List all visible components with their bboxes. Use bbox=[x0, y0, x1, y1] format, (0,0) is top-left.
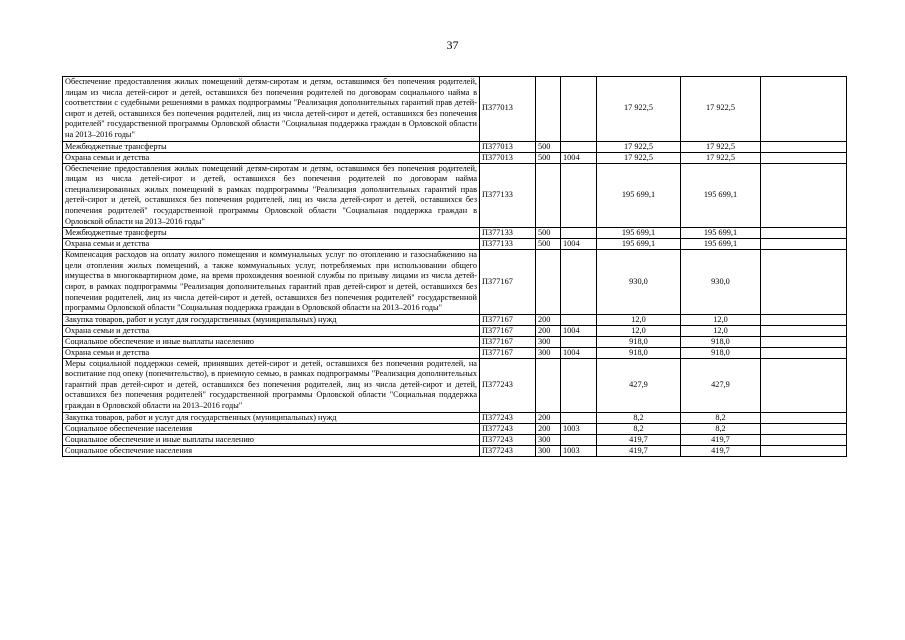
target-code-cell: П377243 bbox=[480, 423, 536, 434]
expense-type-cell: 200 bbox=[536, 314, 561, 325]
amount-cell: 918,0 bbox=[597, 336, 681, 347]
amount-program-cell: 8,2 bbox=[681, 412, 761, 423]
amount-cell: 8,2 bbox=[597, 412, 681, 423]
expense-type-cell: 200 bbox=[536, 412, 561, 423]
extra-cell bbox=[761, 250, 847, 315]
amount-cell: 195 699,1 bbox=[597, 239, 681, 250]
amount-program-cell: 419,7 bbox=[681, 434, 761, 445]
table-row bbox=[63, 434, 847, 445]
extra-cell bbox=[761, 412, 847, 423]
extra-cell bbox=[761, 336, 847, 347]
section-code-cell bbox=[561, 250, 597, 315]
amount-cell: 12,0 bbox=[597, 314, 681, 325]
amount-program-cell: 12,0 bbox=[681, 314, 761, 325]
amount-program-cell: 419,7 bbox=[681, 445, 761, 456]
amount-program-cell: 195 699,1 bbox=[681, 163, 761, 228]
row-name-cell: Межбюджетные трансферты bbox=[63, 228, 480, 239]
target-code-cell: П377013 bbox=[480, 141, 536, 152]
row-name-cell: Обеспечение предоставления жилых помещений детям-сиротам и детям, оставшимся без попечения родителей, лицам из числа детей-сирот и детей, оставшихся без попечения родителей по договорам найма специализированных жилых помещений в рамках подпрограммы "Реализация дополнительных гарантий прав детей-сирот и детей, оставшихся без попечения родителей, лиц из числа детей-сирот и детей, оставшихся без попечения родителей" государственной программы Орловской области "Социальная поддержка граждан в Орловской области на 2013–2016 годы" bbox=[63, 163, 480, 228]
table-row bbox=[63, 336, 847, 347]
amount-cell: 17 922,5 bbox=[597, 152, 681, 163]
section-code-cell: 1003 bbox=[561, 423, 597, 434]
target-code-cell: П377167 bbox=[480, 347, 536, 358]
amount-cell: 195 699,1 bbox=[597, 163, 681, 228]
expense-type-cell: 500 bbox=[536, 141, 561, 152]
section-code-cell: 1003 bbox=[561, 445, 597, 456]
row-name-cell: Социальное обеспечение и иные выплаты населению bbox=[63, 434, 480, 445]
table-row bbox=[63, 239, 847, 250]
amount-program-cell: 195 699,1 bbox=[681, 228, 761, 239]
section-code-cell: 1004 bbox=[561, 152, 597, 163]
row-name-cell: Охрана семьи и детства bbox=[63, 152, 480, 163]
amount-program-cell: 195 699,1 bbox=[681, 239, 761, 250]
table-row bbox=[63, 77, 847, 142]
section-code-cell bbox=[561, 358, 597, 412]
amount-cell: 918,0 bbox=[597, 347, 681, 358]
expense-type-cell bbox=[536, 77, 561, 142]
row-name-cell: Социальное обеспечение населения bbox=[63, 423, 480, 434]
row-name-cell: Социальное обеспечение населения bbox=[63, 445, 480, 456]
amount-cell: 8,2 bbox=[597, 423, 681, 434]
section-code-cell bbox=[561, 141, 597, 152]
row-name-cell: Обеспечение предоставления жилых помещений детям-сиротам и детям, оставшимся без попечения родителей, лицам из числа детей-сирот и детей, оставшихся без попечения родителей по договорам социального найма в соответствии с судебными решениями в рамках подпрограммы "Реализация дополнительных гарантий прав детей-сирот и детей, оставшихся без попечения родителей, лиц из числа детей-сирот и детей, оставшихся без попечения родителей" государственной программы Орловской области "Социальная поддержка граждан в Орловской области на 2013–2016 годы" bbox=[63, 77, 480, 142]
target-code-cell: П377133 bbox=[480, 239, 536, 250]
expense-type-cell: 300 bbox=[536, 434, 561, 445]
table-row bbox=[63, 347, 847, 358]
amount-program-cell: 918,0 bbox=[681, 336, 761, 347]
amount-program-cell: 12,0 bbox=[681, 325, 761, 336]
expense-type-cell: 300 bbox=[536, 347, 561, 358]
expense-type-cell bbox=[536, 358, 561, 412]
row-name-cell: Социальное обеспечение и иные выплаты населению bbox=[63, 336, 480, 347]
extra-cell bbox=[761, 77, 847, 142]
expense-type-cell: 200 bbox=[536, 325, 561, 336]
extra-cell bbox=[761, 423, 847, 434]
amount-cell: 427,9 bbox=[597, 358, 681, 412]
expense-type-cell bbox=[536, 163, 561, 228]
amount-program-cell: 17 922,5 bbox=[681, 77, 761, 142]
section-code-cell bbox=[561, 434, 597, 445]
row-name-cell: Межбюджетные трансферты bbox=[63, 141, 480, 152]
amount-cell: 12,0 bbox=[597, 325, 681, 336]
section-code-cell bbox=[561, 228, 597, 239]
target-code-cell: П377013 bbox=[480, 77, 536, 142]
table-row bbox=[63, 445, 847, 456]
amount-program-cell: 918,0 bbox=[681, 347, 761, 358]
expense-type-cell: 500 bbox=[536, 228, 561, 239]
target-code-cell: П377243 bbox=[480, 412, 536, 423]
target-code-cell: П377167 bbox=[480, 250, 536, 315]
page-number: 37 bbox=[446, 38, 459, 52]
extra-cell bbox=[761, 228, 847, 239]
extra-cell bbox=[761, 314, 847, 325]
section-code-cell bbox=[561, 336, 597, 347]
row-name-cell: Охрана семьи и детства bbox=[63, 239, 480, 250]
extra-cell bbox=[761, 445, 847, 456]
amount-program-cell: 17 922,5 bbox=[681, 141, 761, 152]
amount-cell: 419,7 bbox=[597, 434, 681, 445]
amount-cell: 930,0 bbox=[597, 250, 681, 315]
table-row bbox=[63, 412, 847, 423]
table-row bbox=[63, 358, 847, 412]
extra-cell bbox=[761, 325, 847, 336]
amount-cell: 17 922,5 bbox=[597, 77, 681, 142]
expense-type-cell: 500 bbox=[536, 152, 561, 163]
extra-cell bbox=[761, 239, 847, 250]
amount-program-cell: 17 922,5 bbox=[681, 152, 761, 163]
section-code-cell bbox=[561, 77, 597, 142]
row-name-cell: Закупка товаров, работ и услуг для государственных (муниципальных) нужд bbox=[63, 314, 480, 325]
section-code-cell bbox=[561, 163, 597, 228]
amount-program-cell: 427,9 bbox=[681, 358, 761, 412]
expense-type-cell: 500 bbox=[536, 239, 561, 250]
target-code-cell: П377243 bbox=[480, 445, 536, 456]
table-row bbox=[63, 152, 847, 163]
table-row bbox=[63, 325, 847, 336]
target-code-cell: П377133 bbox=[480, 163, 536, 228]
amount-program-cell: 8,2 bbox=[681, 423, 761, 434]
row-name-cell: Компенсация расходов на оплату жилого помещения и коммунальных услуг по отоплению и газоснабжению на цели отопления жилых помещений, а также коммунальных услуг, потребляемых при использовании общего имущества в многоквартирном доме, на время прохождения военной службы по призыву лицами из числа детей-сирот, в рамках подпрограммы "Реализация дополнительных гарантий прав детей-сирот и детей, оставшихся без попечения родителей, лиц из числа детей-сирот и детей, оставшихся без попечения родителей" государственной программы Орловской области "Социальная поддержка граждан в Орловской области на 2013–2016 годы" bbox=[63, 250, 480, 315]
section-code-cell: 1004 bbox=[561, 325, 597, 336]
table-row bbox=[63, 423, 847, 434]
target-code-cell: П377243 bbox=[480, 358, 536, 412]
row-name-cell: Меры социальной поддержки семей, принявших детей-сирот и детей, оставшихся без попечения родителей, на воспитание под опеку (попечительство), в приемную семью, в рамках подпрограммы "Реализация дополнительных гарантий прав детей-сирот и детей, оставшихся без попечения родителей, лиц из числа детей-сирот и детей, оставшихся без попечения родителей" государственной программы Орловской области "Социальная поддержка граждан в Орловской области на 2013–2016 годы" bbox=[63, 358, 480, 412]
row-name-cell: Закупка товаров, работ и услуг для государственных (муниципальных) нужд bbox=[63, 412, 480, 423]
amount-program-cell: 930,0 bbox=[681, 250, 761, 315]
section-code-cell: 1004 bbox=[561, 239, 597, 250]
extra-cell bbox=[761, 358, 847, 412]
expense-type-cell: 200 bbox=[536, 423, 561, 434]
section-code-cell bbox=[561, 314, 597, 325]
budget-table-body bbox=[63, 77, 847, 457]
table-row bbox=[63, 228, 847, 239]
target-code-cell: П377243 bbox=[480, 434, 536, 445]
amount-cell: 17 922,5 bbox=[597, 141, 681, 152]
budget-table bbox=[62, 76, 847, 457]
extra-cell bbox=[761, 141, 847, 152]
target-code-cell: П377167 bbox=[480, 314, 536, 325]
table-row bbox=[63, 314, 847, 325]
expense-type-cell bbox=[536, 250, 561, 315]
amount-cell: 419,7 bbox=[597, 445, 681, 456]
extra-cell bbox=[761, 434, 847, 445]
table-row bbox=[63, 163, 847, 228]
section-code-cell bbox=[561, 412, 597, 423]
expense-type-cell: 300 bbox=[536, 445, 561, 456]
target-code-cell: П377167 bbox=[480, 325, 536, 336]
extra-cell bbox=[761, 163, 847, 228]
target-code-cell: П377167 bbox=[480, 336, 536, 347]
target-code-cell: П377013 bbox=[480, 152, 536, 163]
row-name-cell: Охрана семьи и детства bbox=[63, 325, 480, 336]
expense-type-cell: 300 bbox=[536, 336, 561, 347]
target-code-cell: П377133 bbox=[480, 228, 536, 239]
table-row bbox=[63, 141, 847, 152]
amount-cell: 195 699,1 bbox=[597, 228, 681, 239]
extra-cell bbox=[761, 152, 847, 163]
extra-cell bbox=[761, 347, 847, 358]
table-row bbox=[63, 250, 847, 315]
section-code-cell: 1004 bbox=[561, 347, 597, 358]
row-name-cell: Охрана семьи и детства bbox=[63, 347, 480, 358]
